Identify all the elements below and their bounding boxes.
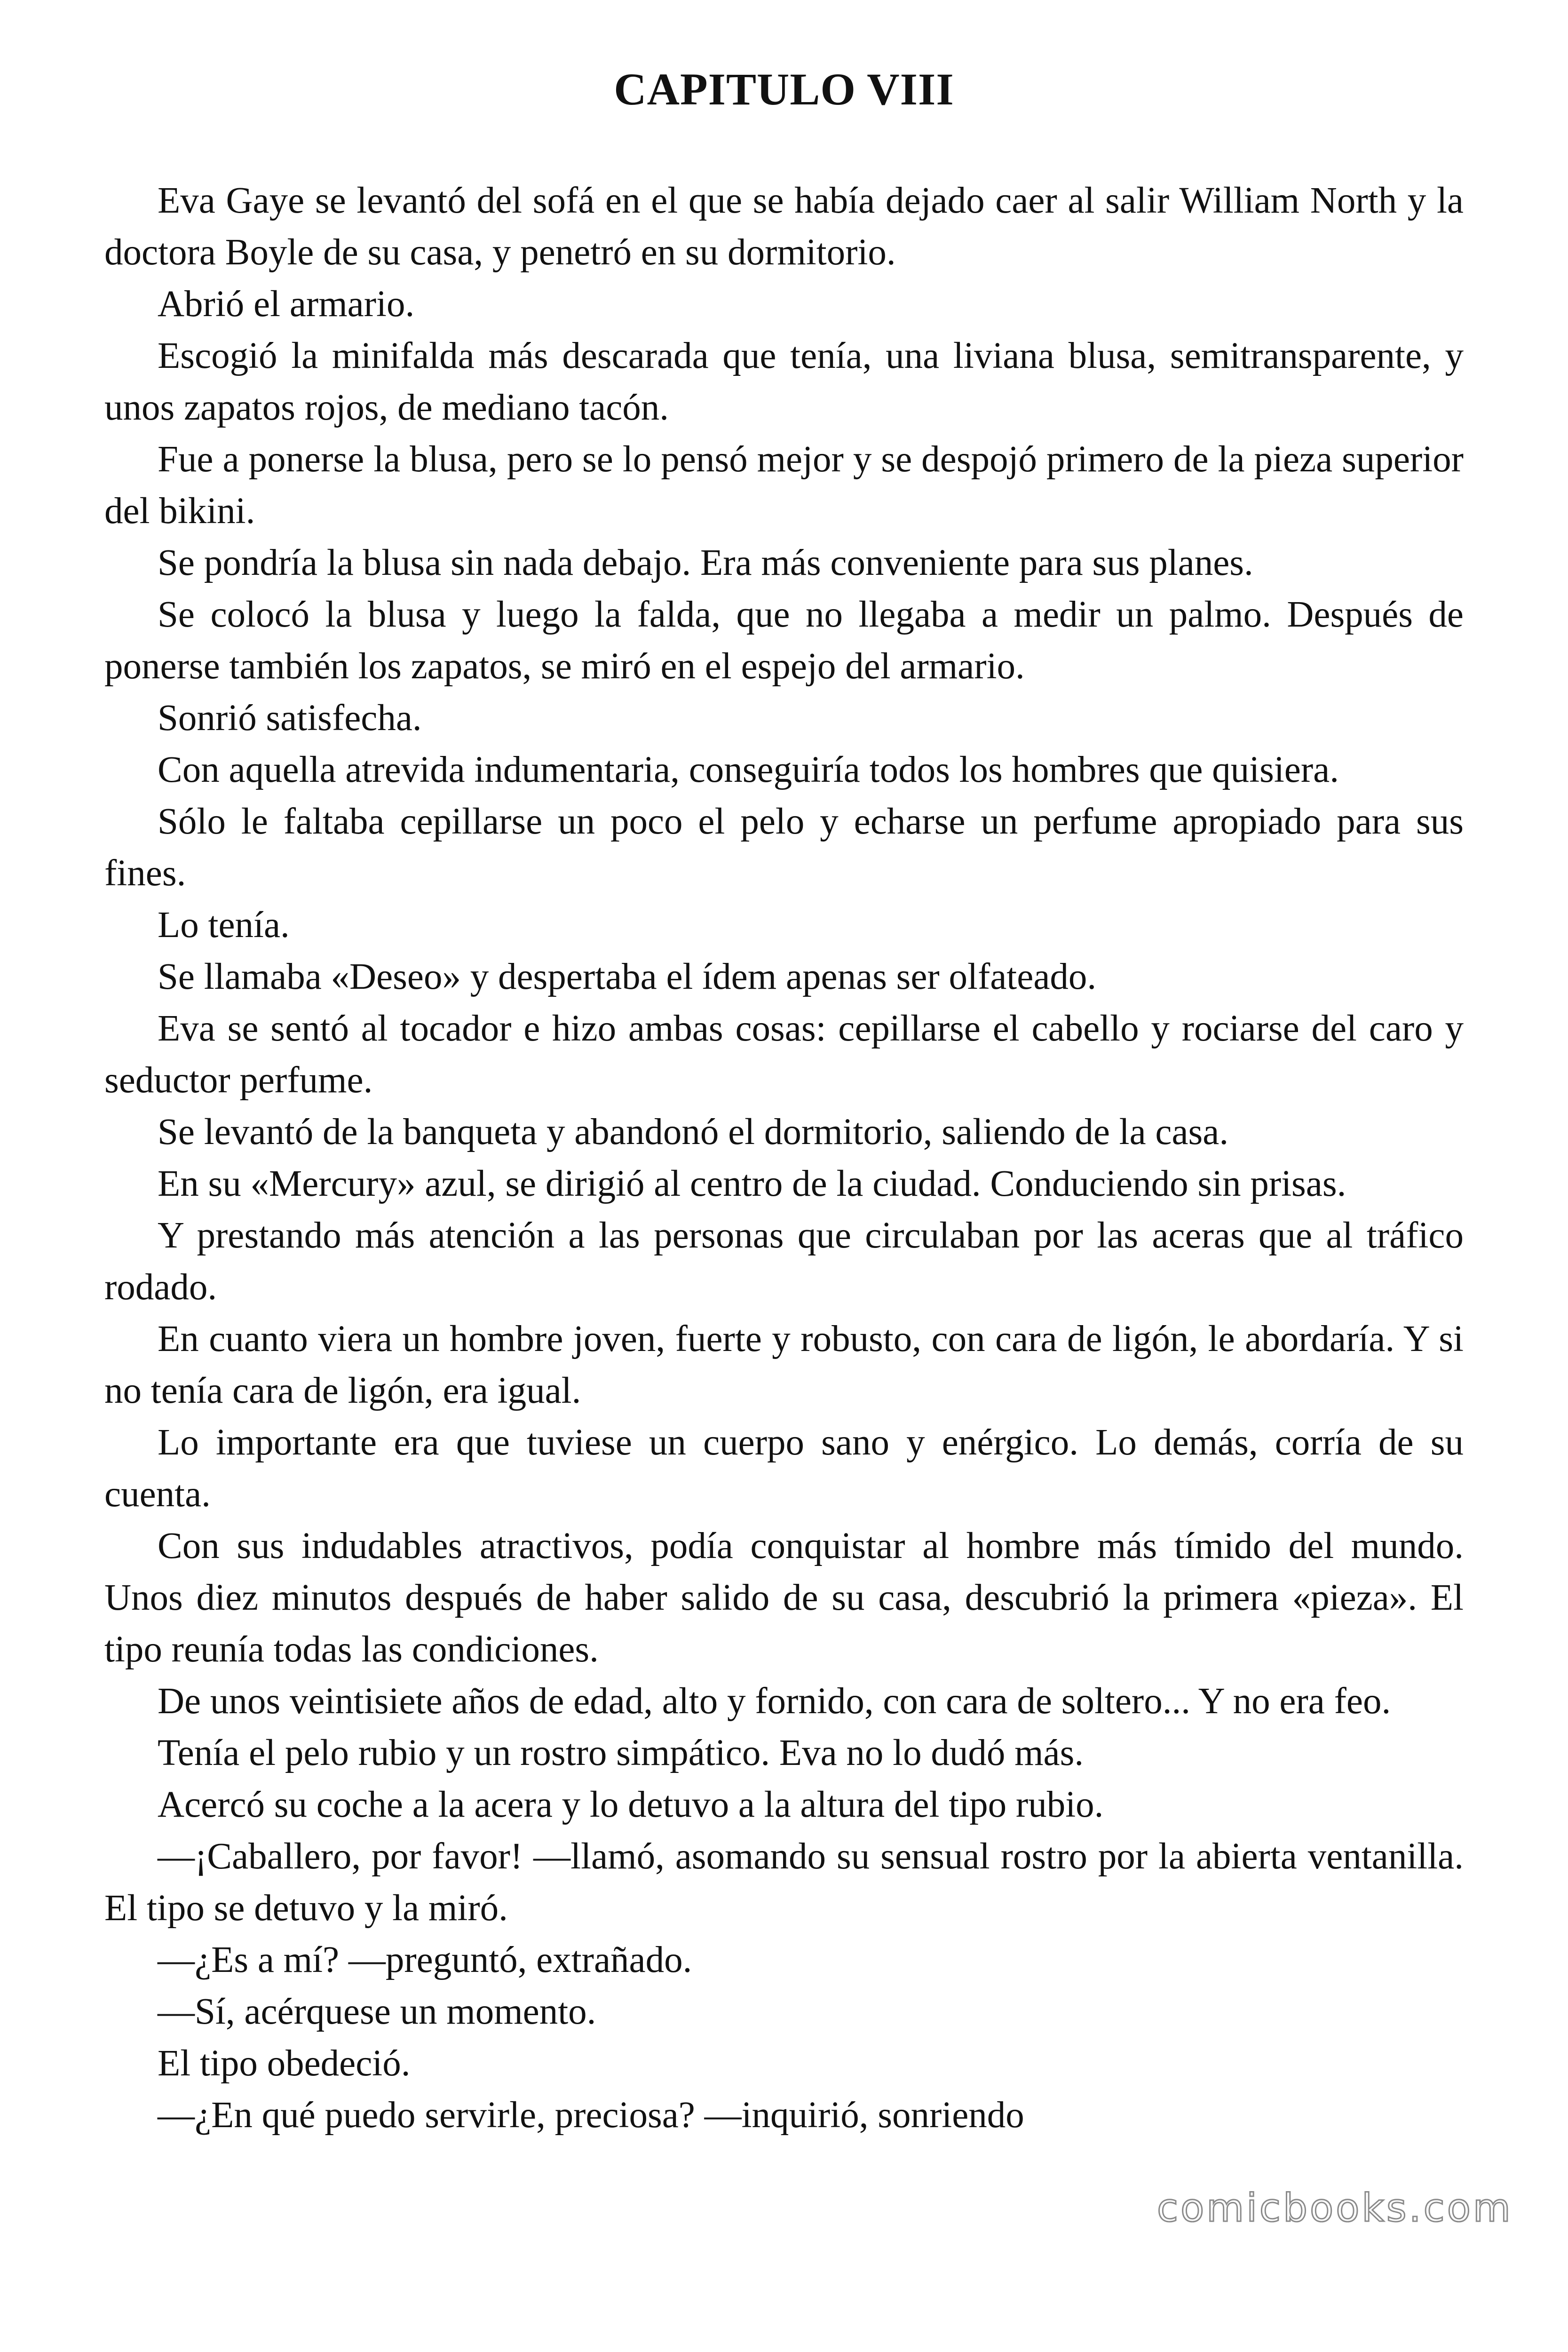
paragraph: Abrió el armario. <box>158 284 415 325</box>
paragraph: Sólo le faltaba cepillarse un poco el pelo y echarse un perfume apropiado para sus fines. <box>104 801 1464 894</box>
paragraph: Eva se sentó al tocador e hizo ambas cosas: cepillarse el cabello y rociarse del caro y seductor perfume. <box>104 1008 1464 1101</box>
paragraph: Con aquella atrevida indumentaria, conseguiría todos los hombres que quisiera. <box>158 749 1339 790</box>
paragraph: Eva Gaye se levantó del sofá en el que se había dejado caer al salir William North y la doctora Boyle de su casa, y penetró en su dormitorio. <box>104 180 1464 273</box>
paragraph: Escogió la minifalda más descarada que tenía, una liviana blusa, semitransparente, y unos zapatos rojos, de mediano tacón. <box>104 335 1464 428</box>
paragraph: Lo tenía. <box>158 905 290 946</box>
paragraph: Sonrió satisfecha. <box>158 698 422 739</box>
paragraph: Se llamaba «Deseo» y despertaba el ídem apenas ser olfateado. <box>158 956 1097 997</box>
paragraph: Y prestando más atención a las personas que circulaban por las aceras que al tráfico rodado. <box>104 1215 1464 1308</box>
paragraph: Tenía el pelo rubio y un rostro simpático. Eva no lo dudó más. <box>158 1732 1084 1773</box>
paragraph: Con sus indudables atractivos, podía conquistar al hombre más tímido del mundo. Unos diez minutos después de haber salido de su casa, descubrió la primera «pieza». El tipo reunía todas las condiciones. <box>104 1526 1464 1670</box>
chapter-title: CAPITULO VIII <box>614 64 954 114</box>
watermark: comicbooks.com <box>1157 2186 1513 2231</box>
paragraph: De unos veintisiete años de edad, alto y fornido, con cara de soltero... Y no era feo. <box>158 1681 1391 1722</box>
paragraph: Se colocó la blusa y luego la falda, que no llegaba a medir un palmo. Después de ponerse también los zapatos, se miró en el espejo del armario. <box>104 594 1464 687</box>
paragraph: En cuanto viera un hombre joven, fuerte y robusto, con cara de ligón, le abordaría. Y si no tenía cara de ligón, era igual. <box>104 1319 1464 1411</box>
paragraph: En su «Mercury» azul, se dirigió al centro de la ciudad. Conduciendo sin prisas. <box>158 1163 1346 1204</box>
paragraph: —¿Es a mí? —preguntó, extrañado. <box>158 1939 692 1980</box>
chapter-body <box>104 175 1464 2141</box>
paragraph: —¡Caballero, por favor! —llamó, asomando su sensual rostro por la abierta ventanilla. El tipo se detuvo y la miró. <box>104 1836 1464 1929</box>
paragraph: Se levantó de la banqueta y abandonó el dormitorio, saliendo de la casa. <box>158 1112 1229 1152</box>
paragraph: —Sí, acérquese un momento. <box>158 1991 596 2032</box>
paragraph: Acercó su coche a la acera y lo detuvo a la altura del tipo rubio. <box>158 1784 1104 1825</box>
paragraph: Se pondría la blusa sin nada debajo. Era más conveniente para sus planes. <box>158 542 1253 583</box>
paragraph: Fue a ponerse la blusa, pero se lo pensó mejor y se despojó primero de la pieza superior del bikini. <box>104 439 1464 532</box>
paragraph: Lo importante era que tuviese un cuerpo sano y enérgico. Lo demás, corría de su cuenta. <box>104 1422 1464 1515</box>
paragraph: El tipo obedeció. <box>158 2043 411 2084</box>
paragraph: —¿En qué puedo servirle, preciosa? —inquirió, sonriendo <box>158 2095 1024 2136</box>
